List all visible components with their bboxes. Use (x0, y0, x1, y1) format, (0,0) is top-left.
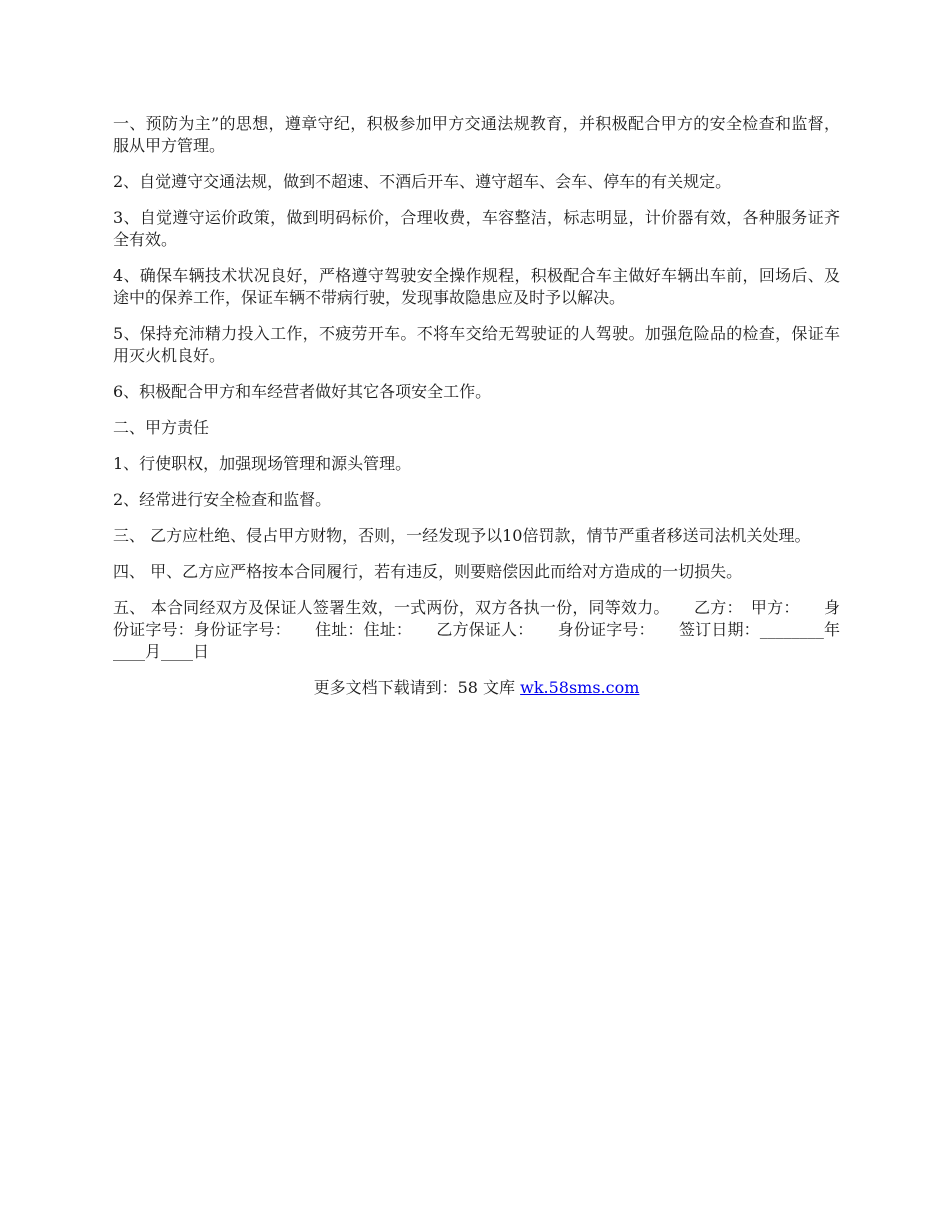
paragraph-9: 三、 乙方应杜绝、侵占甲方财物，否则，一经发现予以10倍罚款，情节严重者移送司法机关处理。 (113, 526, 811, 545)
document-page (113, 113, 840, 699)
paragraph-5: 5、保持充沛精力投入工作，不疲劳开车。不将车交给无驾驶证的人驾驶。加强危险品的检查，保证车用灭火机良好。 (113, 324, 840, 365)
paragraph-1: 一、预防为主”的思想，遵章守纪，积极参加甲方交通法规教育，并积极配合甲方的安全检查和监督，服从甲方管理。 (113, 114, 840, 155)
footer-text: 更多文档下载请到：58 文库 (313, 678, 521, 697)
paragraph-8: 2、经常进行安全检查和监督。 (113, 490, 332, 509)
paragraph-3: 3、自觉遵守运价政策，做到明码标价，合理收费，车容整洁，标志明显，计价器有效，各种服务证齐全有效。 (113, 208, 840, 249)
paragraph-7: 1、行使职权，加强现场管理和源头管理。 (113, 454, 412, 473)
footer (113, 677, 840, 699)
section-heading-party-a: 二、甲方责任 (113, 418, 210, 437)
paragraph-4: 4、确保车辆技术状况良好，严格遵守驾驶安全操作规程，积极配合车主做好车辆出车前，回场后、及途中的保养工作，保证车辆不带病行驶，发现事故隐患应及时予以解决。 (113, 266, 840, 307)
paragraph-10: 四、 甲、乙方应严格按本合同履行，若有违反，则要赔偿因此而给对方造成的一切损失。 (113, 562, 743, 581)
footer-link[interactable]: wk.58sms.com (520, 678, 640, 697)
signature-paragraph: 五、 本合同经双方及保证人签署生效，一式两份，双方各执一份，同等效力。 乙方： 甲方： 身份证字号：身份证字号： 住址：住址： 乙方保证人： 身份证字号： 签订日期：________年____月____日 (113, 598, 840, 661)
paragraph-2: 2、自觉遵守交通法规，做到不超速、不酒后开车、遵守超车、会车、停车的有关规定。 (113, 172, 732, 191)
paragraph-6: 6、积极配合甲方和车经营者做好其它各项安全工作。 (113, 382, 492, 401)
